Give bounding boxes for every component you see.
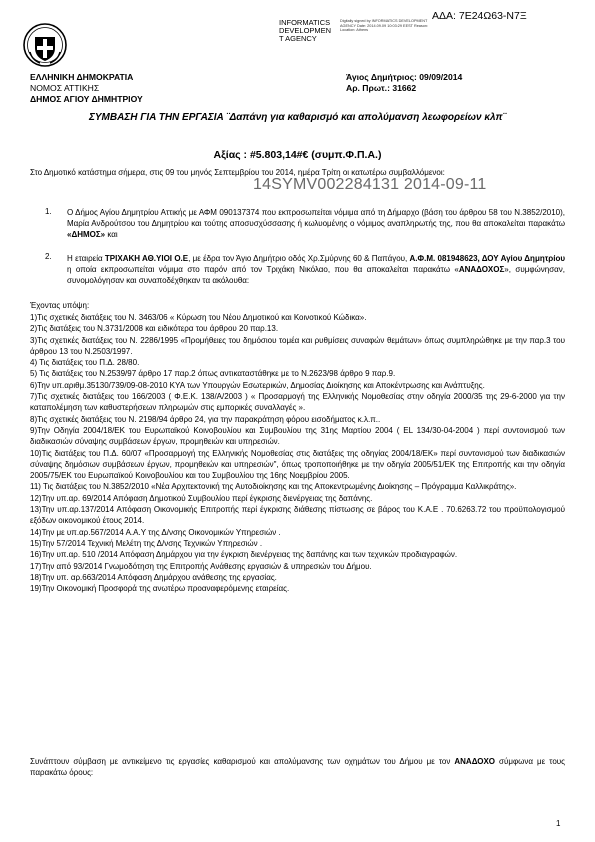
prefecture-name: ΝΟΜΟΣ ΑΤΤΙΚΗΣ [30,83,100,93]
considering-item: 4) Τις διατάξεις του Π.Δ. 28/80. [30,358,140,368]
considering-item: 10)Τις διατάξεις του Π.Δ. 60/07 «Προσαρμογή της Ελληνικής Νομοθεσίας στις διατάξεις της οδηγίας 2004/18/ΕΚ» περί συντονισμού των διαδικασιών σύναψης δημόσιων συμβάσεων έργων, προμηθειών και υπηρεσιών", όπως τροποποιήθηκε με την οδηγία 2005/51/ΕΚ της Επιτροπής και την οδηγία 2005/75/ΕΚ του Ευρωπαϊκού Κοινοβουλίου και του Συμβουλίου της 16ης Νοεμβρίου 2005. [30,448,565,481]
considering-item: 19)Την Οικονομική Προσφορά της ανωτέρω προαναφερόμενης εταιρείας. [30,584,290,594]
ida-line-2: DEVELOPMEN [279,26,332,35]
party-2-address: , με έδρα τον Άγιο Δημήτριο οδός Χρ.Σμύρνης 60 & Παπάγου, [188,254,410,263]
considering-item: 9)Την Οδηγία 2004/18/ΕΚ του Ευρωπαϊκού Κοινοβουλίου και Συμβουλίου της 31ης Μαρτίου 2004 ( EL 134/30-04-2004 ) περί συντονισμού των διαδικασιών σύναψης συμβάσεων έργων, προμηθειών και υπηρεσιών. [30,425,565,447]
protocol-number: Αρ. Πρωτ.: 31662 [346,83,417,93]
ida-line-3: T AGENCY [279,34,317,43]
country-name: ΕΛΛΗΝΙΚΗ ΔΗΜΟΚΡΑΤΙΑ [30,72,134,82]
date-block [346,72,462,94]
issuer-block [30,72,143,105]
party-2-representative: η οποία εκπροσωπείται νόμιμα στο παρόν από τον Τριχάκη Νικόλαο, που θα αποκαλείται παρακάτω « [67,265,459,275]
page-number: 1 [556,819,561,828]
considering-item: 6)Την υπ.αριθμ.35130/739/09-08-2010 ΚΥΑ των Υπουργών Εσωτερικών, Δημοσίας Διοίκησης και Αποκέντρωσης και Ανάπτυξης. [30,380,485,390]
considering-heading: Έχοντας υπόψη: [30,301,90,310]
closing-contractor: ΑΝΑΔΟΧΟ [454,757,496,766]
party-1-number: 1. [45,207,52,216]
considering-item: 11) Τις διατάξεις του Ν.3852/2010 «Νέα Αρχιτεκτονική της Αυτοδιοίκησης και της Αποκεντρωμένης Διοίκησης – Πρόγραμμα Καλλικράτης». [30,482,517,492]
party-2-tax-id: Α.Φ.Μ. 081948623, ΔΟΥ Αγίου Δημητρίου [409,254,566,263]
ida-label [279,19,331,43]
party-2-alias: ΑΝΑΔΟΧΟΣ [458,265,505,275]
closing-suffix: σύμφωνα με τους παρακάτω όρους: [30,757,565,778]
document-date: Άγιος Δημήτριος: 09/09/2014 [346,72,463,82]
considering-item: 16)Την υπ.αρ. 510 /2014 Απόφαση Δημάρχου για την έγκριση διενέργειας της δαπάνης και των τεχνικών προδιαγραφών. [30,550,458,560]
party-2-suffix: », συμφώνησαν, συνομολόγησαν και συναποδέχθηκαν τα ακόλουθα: [67,265,565,286]
considering-item: 5) Τις διατάξεις του Ν.2539/97 άρθρο 17 παρ.2 όπως αντικαταστάθηκε με το Ν.2623/98 άρθρο 9 παρ.9. [30,369,396,379]
considering-item: 17)Την από 93/2014 Γνωμοδότηση της Επιτροπής Ανάθεσης εργασιών & υπηρεσιών του Δήμου. [30,561,372,571]
considering-item: 13)Την υπ.αρ.137/2014 Απόφαση Οικονομικής Επιτροπής περί έγκρισης διάθεσης πίστωσης σε βάρος του Κ.Α.Ε . 70.6263.72 του προϋπολογισμού εξόδων οικονομικού έτους 2014. [30,505,565,526]
considering-item: 2)Τις διατάξεις του Ν.3731/2008 και ειδικότερα του άρθρου 20 παρ.13. [30,324,279,334]
considering-item: 3)Τις σχετικές διατάξεις του Ν. 2286/1995 «Προμήθειες του δημόσιου τομέα και ρυθμίσεις συναφών θεμάτων» όπως συμπληρώθηκε με την παρ.3 του άρθρου 13 του Ν.2503/1997. [30,335,565,356]
considering-item: 15)Την 57/2014 Τεχνική Μελέτη της Δ/νσης Τεχνικών Υπηρεσιών . [30,538,263,548]
ada-code: ΑΔΑ: 7Ε24Ω63-Ν7Ξ [432,10,527,22]
party-2-company: ΤΡΙΧΑΚΗ ΑΘ.ΥΙΟΙ Ο.Ε [104,254,189,263]
contract-amount: Αξίας : #5.803,14#€ (συμπ.Φ.Π.Α.) [213,149,382,161]
closing-paragraph [30,756,565,778]
party-1-desc: Ο Δήμος Αγίου Δημητρίου Αττικής με ΑΦΜ 090137374 που εκπροσωπείται νόμιμα από τη Δήμαρχο (βάση του άρθρου 58 του Ν.3852/2010), Μαρία Ανδρούτσου του Δημητρίου και τούτης αποσυσχύσσασης ή κωλυομένης ο νόμιμος αναπληρωτής της, που θα αποκαλείται παρακάτω [67,208,565,229]
party-1-text [67,207,565,241]
considering-item: 1)Τις σχετικές διατάξεις του Ν. 3463/06 « Κύρωση του Νέου Δημοτικού και Κοινοτικού Κώδικα». [30,313,367,322]
registry-stamp: 14SYMV002284131 2014-09-11 [253,176,487,193]
party-2-intro: Η εταιρεία [67,254,105,263]
closing-text: Συνάπτουν σύμβαση με αντικείμενο τις εργασίες καθαρισμού και απολύμανσης των οχημάτων του Δήμου με τον [30,757,455,766]
party-1-suffix: και [105,230,118,240]
digital-signature: Digitally signed by INFORMATICS DEVELOPMENT AGENCY Date: 2014.09.09 10:03:29 EEST Reason: Location: Athens [340,19,429,33]
considering-list [30,312,565,594]
document-title: ΣΥΜΒΑΣΗ ΓΙΑ ΤΗΝ ΕΡΓΑΣΙΑ ¨Δαπάνη για καθαρισμό και απολύμανση λεωφορείων κλπ¨ [88,112,507,123]
party-2-text [67,253,565,287]
considering-item: 7)Τις σχετικές διατάξεις του 166/2003 ( Φ.Ε.Κ. 138/Α/2003 ) « Προσαρμογή της Ελληνικής Νομοθεσίας στην οδηγία 2000/35 της 29-6-2000 για την καταπολέμηση των καθυστερήσεων πληρωμών στις εμπορικές συναλλαγές ». [30,392,565,413]
considering-item: 14)Την με υπ.αρ.567/2014 Α.Α.Υ της Δ/νσης Οικονομικών Υπηρεσιών . [30,527,281,537]
party-1-alias: «ΔΗΜΟΣ» [67,230,106,240]
greek-emblem-icon [22,22,68,68]
considering-item: 8)Τις σχετικές διατάξεις του Ν. 2198/94 άρθρο 24, για την παρακράτηση φόρου εισοδήματος κ.λ.π.. [30,414,381,424]
intro-paragraph: Στο Δημοτικό κατάστημα σήμερα, στις 09 του μηνός Σεπτεμβρίου του 2014, ημέρα Τρίτη οι κατωτέρω συμβαλλόμενοι: [30,168,445,177]
ida-line-1: INFORMATICS [279,18,331,27]
considering-item: 12)Την υπ.αρ. 69/2014 Απόφαση Δημοτικού Συμβουλίου περί έγκρισης διενέργειας της δαπάνης. [30,493,373,503]
municipality-name: ΔΗΜΟΣ ΑΓΙΟΥ ΔΗΜΗΤΡΙΟΥ [30,94,143,104]
party-2-number: 2. [45,252,52,261]
considering-item: 18)Την υπ. αρ.663/2014 Απόφαση Δημάρχου ανάθεσης της εργασίας. [30,572,277,582]
